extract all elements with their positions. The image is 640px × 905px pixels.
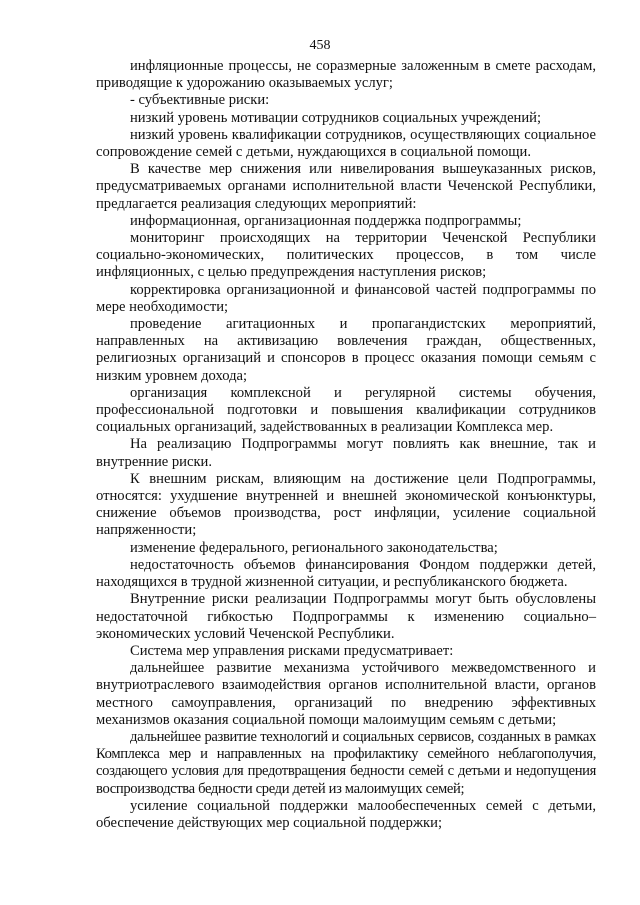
paragraph: низкий уровень мотивации сотрудников социальных учреждений; xyxy=(130,109,542,126)
paragraph: низкий уровень квалификации сотрудников, осуществляющих социальное сопровождение семей с детьми, нуждающихся в социальной помощи. xyxy=(96,126,596,161)
paragraph: информационная, организационная поддержка подпрограммы; xyxy=(130,212,522,229)
paragraph: В качестве мер снижения или нивелирования вышеуказанных рисков, предусматриваемых органами исполнительной власти Чеченской Республики, предлагается реализация следующих мероприятий: xyxy=(96,161,596,212)
paragraph: усиление социальной поддержки малообеспеченных семей с детьми, обеспечение действующих мер социальной поддержки; xyxy=(96,797,596,831)
paragraph: недостаточность объемов финансирования Фондом поддержки детей, находящихся в трудной жизненной ситуации, и республиканского бюджета. xyxy=(96,556,596,591)
paragraph: организация комплексной и регулярной системы обучения, профессиональной подготовки и повышения квалификации сотрудников социальных организаций, задействованных в реализации Комплекса мер. xyxy=(96,384,596,436)
paragraph: инфляционные процессы, не соразмерные заложенным в смете расходам, приводящие к удорожанию оказываемых услуг; xyxy=(96,58,596,92)
paragraph: Система мер управления рисками предусматривает: xyxy=(130,642,454,659)
paragraph: На реализацию Подпрограммы могут повлиять как внешние, так и внутренние риски. xyxy=(96,436,596,470)
paragraph: - субъективные риски: xyxy=(130,92,270,109)
paragraph: К внешним рискам, влияющим на достижение цели Подпрограммы, относятся: ухудшение внутренней и внешней экономической конъюнктуры, снижение объемов производства, рост инфляции, усиление социальной напряженности; xyxy=(96,470,596,539)
page-number: 458 xyxy=(309,38,331,53)
paragraph: изменение федерального, регионального законодательства; xyxy=(130,539,498,556)
document-body xyxy=(96,58,596,832)
paragraph: мониторинг происходящих на территории Чеченской Республики социально-экономических, политических процессов, в том числе инфляционных, с целью предупреждения наступления рисков; xyxy=(96,230,596,281)
paragraph: дальнейшее развитие технологий и социальных сервисов, созданных в рамках Комплекса мер и направленных на профилактику семейного неблагополучия, создающего условия для предотвращения бедности семей с детьми и недопущения воспроизводства бедности среди детей из малоимущих семей; xyxy=(96,728,596,797)
paragraph: дальнейшее развитие механизма устойчивого межведомственного и внутриотраслевого взаимодействия органов исполнительной власти, органов местного самоуправления, организаций по внедрению эффективных механизмов оказания социальной помощи малоимущим семьям с детьми; xyxy=(96,660,596,728)
paragraph: корректировка организационной и финансовой частей подпрограммы по мере необходимости; xyxy=(96,281,596,315)
paragraph: проведение агитационных и пропагандистских мероприятий, направленных на активизацию вовлечения граждан, общественных, религиозных организаций и спонсоров в процесс оказания помощи семьям с низким уровнем дохода; xyxy=(96,316,596,384)
paragraph: Внутренние риски реализации Подпрограммы могут быть обусловлены недостаточной гибкостью Подпрограммы к изменению социально–экономических условий Чеченской Республики. xyxy=(96,591,596,642)
